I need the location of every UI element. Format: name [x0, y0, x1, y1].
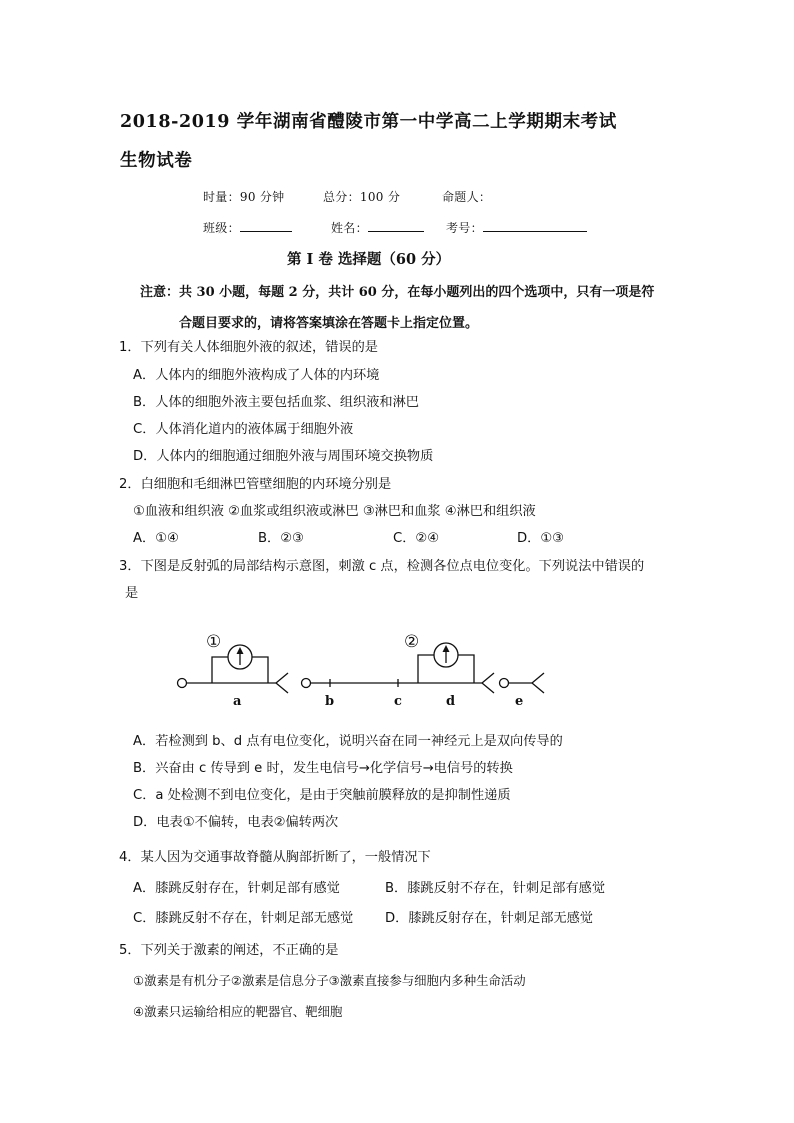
neuron2-soma	[302, 679, 311, 688]
section-note-line1: 注意：共 30 小题，每题 2 分，共计 60 分，在每小题列出的四个选项中，只有一项是符	[140, 285, 655, 300]
q4-option-b: B．膝跳反射不存在，针刺足部有感觉	[385, 881, 606, 896]
section-note-line2: 合题目要求的，请将答案填涂在答题卡上指定位置。	[179, 316, 479, 331]
point-a-label: a	[233, 694, 242, 709]
meter1-wire-right	[252, 657, 268, 683]
q3-option-a: A．若检测到 b、d 点有电位变化，说明兴奋在同一神经元上是双向传导的	[133, 734, 563, 749]
q4-stem: 4．某人因为交通事故脊髓从胸部折断了，一般情况下	[119, 850, 431, 865]
name-label: 姓名：	[331, 221, 368, 235]
reflex-arc-diagram	[170, 625, 560, 715]
meter2-wire-right	[458, 655, 474, 683]
q4-option-a: A．膝跳反射存在，针刺足部有感觉	[133, 881, 340, 896]
exam-title-line1: 2018-2019 学年湖南省醴陵市第一中学高二上学期期末考试	[120, 112, 617, 132]
q2-option-d: D．①③	[517, 531, 564, 546]
synapse1-terminal	[276, 673, 288, 693]
author-label: 命题人：	[442, 190, 492, 204]
q3-stem-line1: 3．下图是反射弧的局部结构示意图，刺激 c 点，检测各位点电位变化。下列说法中错误的	[119, 559, 645, 574]
q3-option-d: D．电表①不偏转，电表②偏转两次	[133, 815, 339, 830]
meter2-wire-left	[418, 655, 434, 683]
meter1-label: ①	[206, 632, 222, 652]
time-limit: 时量：90 分钟	[203, 190, 285, 204]
q5-items-line2: ④激素只运输给相应的靶器官、靶细胞	[133, 1004, 343, 1019]
q4-option-c: C．膝跳反射不存在，针刺足部无感觉	[133, 911, 354, 926]
q1-stem: 1．下列有关人体细胞外液的叙述，错误的是	[119, 340, 378, 355]
neuron1-soma	[178, 679, 187, 688]
synapse2-terminal	[482, 673, 494, 693]
q3-stem-line2: 是	[125, 586, 139, 601]
meter1-needle-arrowhead	[237, 647, 244, 654]
point-e-label: e	[515, 694, 524, 709]
q1-option-b: B．人体的细胞外液主要包括血浆、组织液和淋巴	[133, 395, 419, 410]
synapse3-terminal	[532, 673, 544, 693]
q3-option-b: B．兴奋由 c 传导到 e 时，发生电信号→化学信号→电信号的转换	[133, 761, 513, 776]
q2-option-a: A．①④	[133, 531, 179, 546]
section-title: 第 I 卷 选择题（60 分）	[287, 251, 451, 268]
neuron3-soma	[500, 679, 509, 688]
q1-option-d: D．人体内的细胞通过细胞外液与周围环境交换物质	[133, 449, 434, 464]
q2-stem: 2．白细胞和毛细淋巴管壁细胞的内环境分别是	[119, 477, 392, 492]
exam-no-blank	[483, 219, 587, 232]
q1-option-c: C．人体消化道内的液体属于细胞外液	[133, 422, 354, 437]
point-c-label: c	[394, 694, 402, 709]
meter2-label: ②	[404, 632, 420, 652]
q1-option-a: A．人体内的细胞外液构成了人体的内环境	[133, 368, 380, 383]
class-label: 班级：	[203, 221, 240, 235]
q5-stem: 5．下列关于激素的阐述，不正确的是	[119, 943, 339, 958]
exam-no-label: 考号：	[446, 221, 483, 235]
q3-option-c: C．a 处检测不到电位变化，是由于突触前膜释放的是抑制性递质	[133, 788, 511, 803]
name-blank	[368, 219, 424, 232]
exam-no-field	[446, 219, 587, 236]
exam-title-line2: 生物试卷	[120, 151, 193, 171]
class-field	[203, 219, 292, 236]
q2-items: ①血液和组织液 ②血浆或组织液或淋巴 ③淋巴和血浆 ④淋巴和组织液	[133, 504, 536, 519]
point-b-label: b	[325, 694, 335, 709]
name-field	[331, 219, 424, 236]
meter1-wire-left	[212, 657, 228, 683]
total-score: 总分：100 分	[323, 190, 401, 204]
q4-option-d: D．膝跳反射存在，针刺足部无感觉	[385, 911, 593, 926]
q2-option-c: C．②④	[393, 531, 440, 546]
class-blank	[240, 219, 292, 232]
point-d-label: d	[446, 694, 456, 709]
q5-items-line1: ①激素是有机分子②激素是信息分子③激素直接参与细胞内多种生命活动	[133, 973, 526, 988]
q2-option-b: B．②③	[258, 531, 304, 546]
meter2-needle-arrowhead	[443, 645, 450, 652]
